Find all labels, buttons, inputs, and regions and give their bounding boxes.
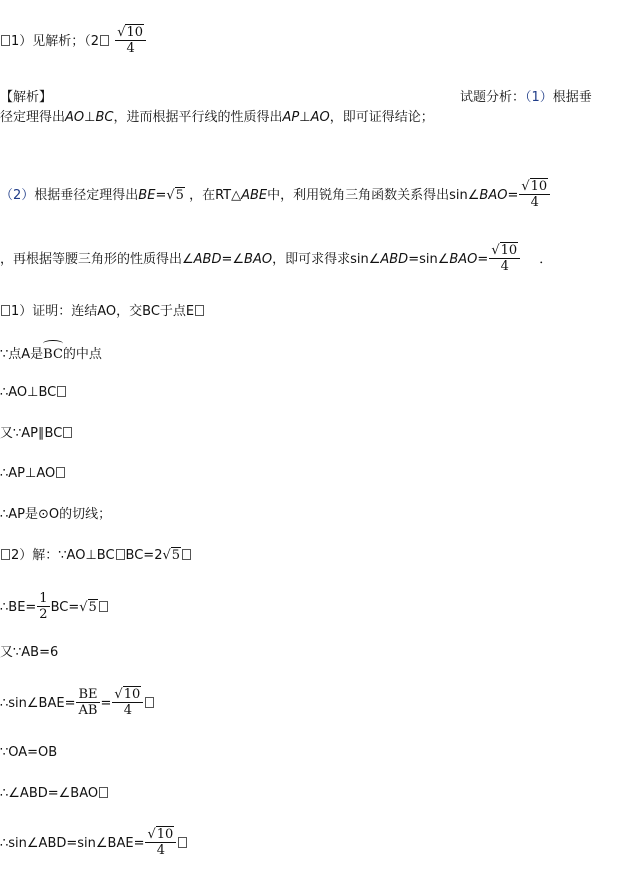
sqrt-5: √5 [79,600,97,615]
proof1-line-2 [0,342,102,365]
proof1-line-3 [0,383,67,403]
proof-text: ∴sin∠BAE= [0,696,76,711]
answer-text: 1）见解析；（2 [11,34,100,49]
analysis-fraction-1: $\frac{√10}{4}$ [519,180,550,211]
proof1-line-1 [0,302,205,322]
proof-text: 的中点 [62,347,102,362]
analysis-var: BC [95,110,114,125]
radicand: 5 [88,600,97,615]
analysis-text: ，即可求得求sin∠ [272,252,381,267]
analysis-text: =sin∠ [408,252,450,267]
analysis-num-2: （2） [0,188,35,203]
analysis-t1: 根据垂 [552,90,592,105]
radicand: 10 [530,179,548,194]
missing-glyph-icon [145,697,154,708]
radicand: 10 [123,687,141,702]
analysis-symbol: = [477,252,489,267]
proof-text: 又∵AP∥BC [0,426,63,441]
answer-frac-den: 4 [126,41,135,56]
fraction-be-ab [76,688,99,719]
proof-text: = [100,696,112,711]
proof-text: BC=2 [125,548,163,563]
proof-text: BC= [50,600,80,615]
analysis-var: ABD [380,252,409,267]
missing-glyph-icon [178,837,187,848]
sqrt-5: √5 [166,188,184,203]
missing-glyph-icon [99,787,108,798]
analysis-line-3 [0,180,551,211]
analysis-symbol: ⊥ [84,110,96,125]
analysis-var: AO [310,110,330,125]
analysis-var: BAO [449,252,478,267]
denominator: 4 [530,195,539,210]
missing-glyph-icon [1,35,10,46]
analysis-text: 径定理得出 [0,110,66,125]
analysis-text: ，在RT△ [189,188,242,203]
denominator: 4 [156,843,166,858]
denominator: 2 [39,607,48,622]
analysis-fraction-2: $\frac{√10}{4}$ [489,244,520,275]
analysis-var: AP [282,110,300,125]
denominator: 4 [500,259,509,274]
proof1-line-6: ∴AP是⊙O的切线； [0,507,112,522]
analysis-var: BAO [244,252,273,267]
answer-line [0,26,147,57]
analysis-var: ABD [193,252,222,267]
analysis-var: BE [138,188,156,203]
analysis-tag: 【解析】 [0,90,53,105]
analysis-text: ，进而根据平行线的性质得出 [113,110,283,125]
radicand: 10 [156,827,174,842]
missing-glyph-icon [1,549,10,560]
proof2-line-1 [0,546,192,566]
missing-glyph-icon [99,601,108,612]
analysis-intro-text: 试题分析： [460,90,526,105]
period: ． [539,252,553,267]
analysis-text: 中，利用锐角三角函数关系得出sin∠ [267,188,480,203]
missing-glyph-icon [116,549,125,560]
proof-text: 2）解：∵AO⊥BC [11,548,115,563]
analysis-symbol: = [155,188,167,203]
proof-text: 1）证明：连结AO，交BC于点E [11,304,195,319]
denominator: 4 [123,703,132,718]
proof-text: ∴∠ABD=∠BAO [0,786,99,801]
fraction-half [37,592,49,623]
proof-text: ∴AO⊥BC [0,385,57,400]
denominator: AB [78,703,98,718]
proof2-line-2 [0,592,109,623]
numerator: 1 [39,591,48,606]
proof-text: ∴BE= [0,600,37,615]
missing-glyph-icon [63,427,72,438]
proof-text: ∴sin∠ABD=sin∠BAE= [0,836,145,851]
analysis-text: =∠ [221,252,245,267]
arc-bc: BC [43,342,63,365]
answer-fraction: $\frac{√10}{4}$ [115,26,146,57]
fraction-sqrt10-4: $\frac{√10}{4}$ [112,688,143,719]
analysis-text: ，即可证得结论； [329,110,434,125]
proof-text: ∵点A是 [0,347,44,362]
analysis-text: 根据垂径定理得出 [34,188,139,203]
analysis-line-4 [0,244,552,275]
answer-frac-num: 10 [126,25,144,40]
proof1-line-5 [0,464,66,484]
radicand: 5 [175,188,184,203]
proof-text: ∴AP⊥AO [0,466,56,481]
missing-glyph-icon [57,386,66,397]
sqrt-5: √5 [162,548,181,563]
proof1-line-4 [0,424,73,444]
analysis-var: BAO [479,188,508,203]
missing-glyph-icon [100,35,109,46]
analysis-intro [460,88,592,108]
radicand: 5 [171,548,181,563]
fraction-sqrt10-4: $\frac{√10}{4}$ [145,828,176,859]
missing-glyph-icon [182,549,191,560]
analysis-text: ，再根据等腰三角形的性质得出∠ [0,252,194,267]
proof2-line-5: ∵OA=OB [0,745,58,760]
proof2-line-4 [0,688,155,719]
missing-glyph-icon [1,305,10,316]
proof2-line-6 [0,784,109,804]
analysis-var: ABE [241,188,268,203]
analysis-symbol: = [507,188,519,203]
radicand: 10 [500,243,518,258]
analysis-line-2 [0,108,434,128]
analysis-var: AO [65,110,85,125]
missing-glyph-icon [195,305,204,316]
missing-glyph-icon [56,467,65,478]
analysis-num-1: （1） [525,90,553,105]
numerator: BE [78,687,98,702]
proof2-line-7 [0,828,188,859]
analysis-symbol: ⊥ [299,110,311,125]
proof2-line-3: 又∵AB=6 [0,645,59,660]
